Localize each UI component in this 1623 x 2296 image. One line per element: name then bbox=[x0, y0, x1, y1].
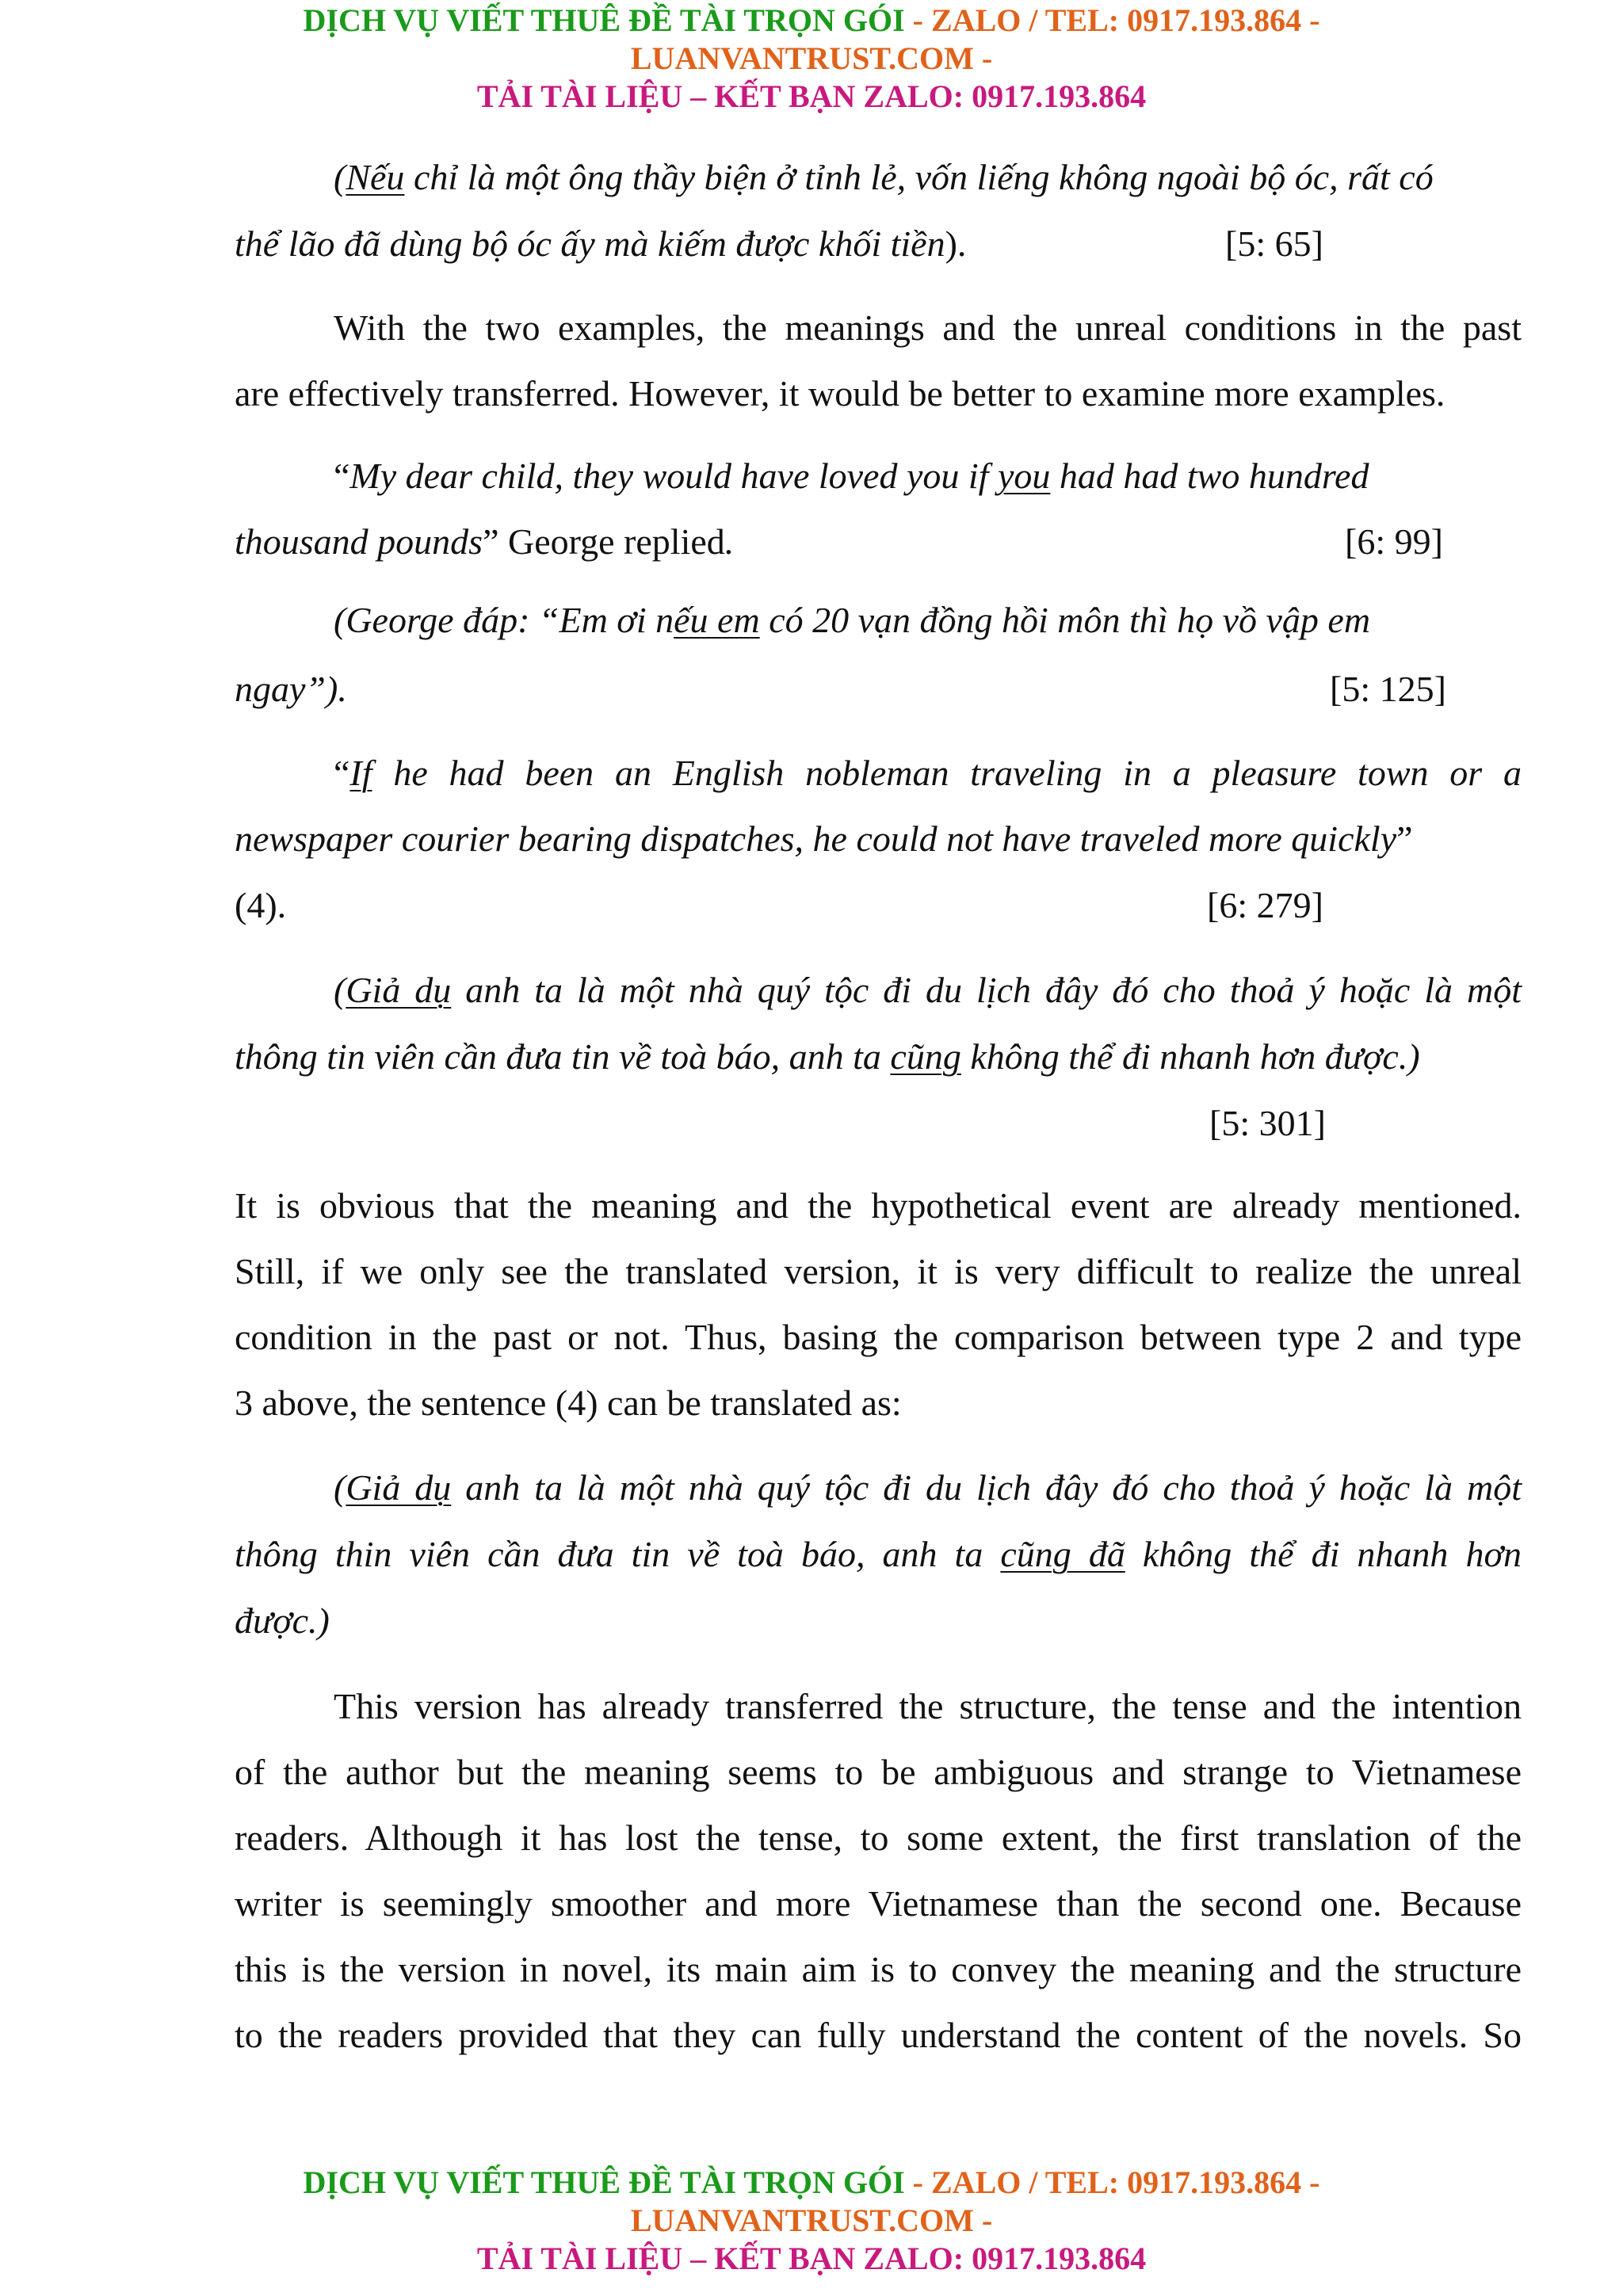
paragraph-1-line-1: (Nếu chỉ là một ông thầy biện ở tỉnh lẻ, vốn liếng không ngoài bộ óc, rất có bbox=[334, 157, 1434, 197]
paragraph-5-line-1: “If he had been an English nobleman traveling in a pleasure town or a bbox=[334, 753, 1522, 793]
banner-line-1: DỊCH VỤ VIẾT THUÊ ĐỀ TÀI TRỌN GÓI - ZALO / TEL: 0917.193.864 - bbox=[303, 2, 1320, 38]
paragraph-7-line-4: 3 above, the sentence (4) can be translated as: bbox=[235, 1383, 902, 1423]
header-banner bbox=[0, 2, 1623, 116]
footer-line-3: TẢI TÀI LIỆU – KẾT BẠN ZALO: 0917.193.864 bbox=[476, 2241, 1147, 2276]
reference-5-301: [5: 301] bbox=[1209, 1103, 1326, 1143]
paragraph-9-line-4: writer is seemingly smoother and more Vietnamese than the second one. Because bbox=[235, 1883, 1522, 1924]
banner-line-3: TẢI TÀI LIỆU – KẾT BẠN ZALO: 0917.193.864 bbox=[476, 78, 1147, 114]
paragraph-8-line-1: (Giả dụ anh ta là một nhà quý tộc đi du lịch đây đó cho thoả ý hoặc là một bbox=[334, 1467, 1522, 1508]
paragraph-2-line-1: With the two examples, the meanings and the unreal conditions in the past bbox=[334, 307, 1522, 348]
paragraph-5-line-3: (4). bbox=[235, 885, 287, 925]
paragraph-8-line-3: được.) bbox=[235, 1600, 330, 1641]
reference-6-99: [6: 99] bbox=[1345, 521, 1443, 562]
footer-banner bbox=[0, 2164, 1623, 2278]
paragraph-7-line-2: Still, if we only see the translated version, it is very difficult to realize the unreal bbox=[235, 1251, 1522, 1291]
reference-5-65: [5: 65] bbox=[1225, 223, 1323, 264]
paragraph-7-line-1: It is obvious that the meaning and the hypothetical event are already mentioned. bbox=[235, 1185, 1522, 1226]
reference-5-125: [5: 125] bbox=[1330, 669, 1446, 709]
paragraph-9-line-2: of the author but the meaning seems to be ambiguous and strange to Vietnamese bbox=[235, 1752, 1522, 1792]
paragraph-9-line-6: to the readers provided that they can fully understand the content of the novels. So bbox=[235, 2015, 1522, 2055]
paragraph-9-line-5: this is the version in novel, its main aim is to convey the meaning and the structure bbox=[235, 1949, 1522, 1989]
paragraph-7-line-3: condition in the past or not. Thus, basing the comparison between type 2 and type bbox=[235, 1317, 1522, 1357]
paragraph-9-line-3: readers. Although it has lost the tense, to some extent, the first translation of the bbox=[235, 1817, 1522, 1858]
paragraph-3-line-1: “My dear child, they would have loved you if you had had two hundred bbox=[334, 456, 1369, 496]
paragraph-4-line-1: (George đáp: “Em ơi nếu em có 20 vạn đồng hồi môn thì họ vồ vập em bbox=[334, 600, 1371, 640]
paragraph-8-line-2: thông thin viên cần đưa tin về toà báo, anh ta cũng đã không thể đi nhanh hơn bbox=[235, 1534, 1522, 1574]
paragraph-1-line-2: thể lão đã dùng bộ óc ấy mà kiếm được khối tiền). bbox=[235, 223, 967, 264]
paragraph-6-line-2: thông tin viên cần đưa tin về toà báo, anh ta cũng không thể đi nhanh hơn được.) bbox=[235, 1036, 1420, 1077]
reference-6-279: [6: 279] bbox=[1207, 885, 1323, 925]
paragraph-9-line-1: This version has already transferred the structure, the tense and the intention bbox=[334, 1686, 1522, 1726]
paragraph-6-line-1: (Giả dụ anh ta là một nhà quý tộc đi du lịch đây đó cho thoả ý hoặc là một bbox=[334, 970, 1522, 1010]
footer-line-1: DỊCH VỤ VIẾT THUÊ ĐỀ TÀI TRỌN GÓI - ZALO / TEL: 0917.193.864 - bbox=[303, 2164, 1320, 2200]
paragraph-5-line-2: newspaper courier bearing dispatches, he could not have traveled more quickly” bbox=[235, 818, 1413, 859]
paragraph-2-line-2: are effectively transferred. However, it would be better to examine more examples. bbox=[235, 373, 1445, 414]
paragraph-4-line-2: ngay”). bbox=[235, 669, 347, 709]
footer-line-2: LUANVANTRUST.COM - bbox=[630, 2203, 993, 2238]
banner-line-2: LUANVANTRUST.COM - bbox=[630, 40, 993, 76]
paragraph-3-line-2: thousand pounds” George replied. bbox=[235, 521, 735, 562]
